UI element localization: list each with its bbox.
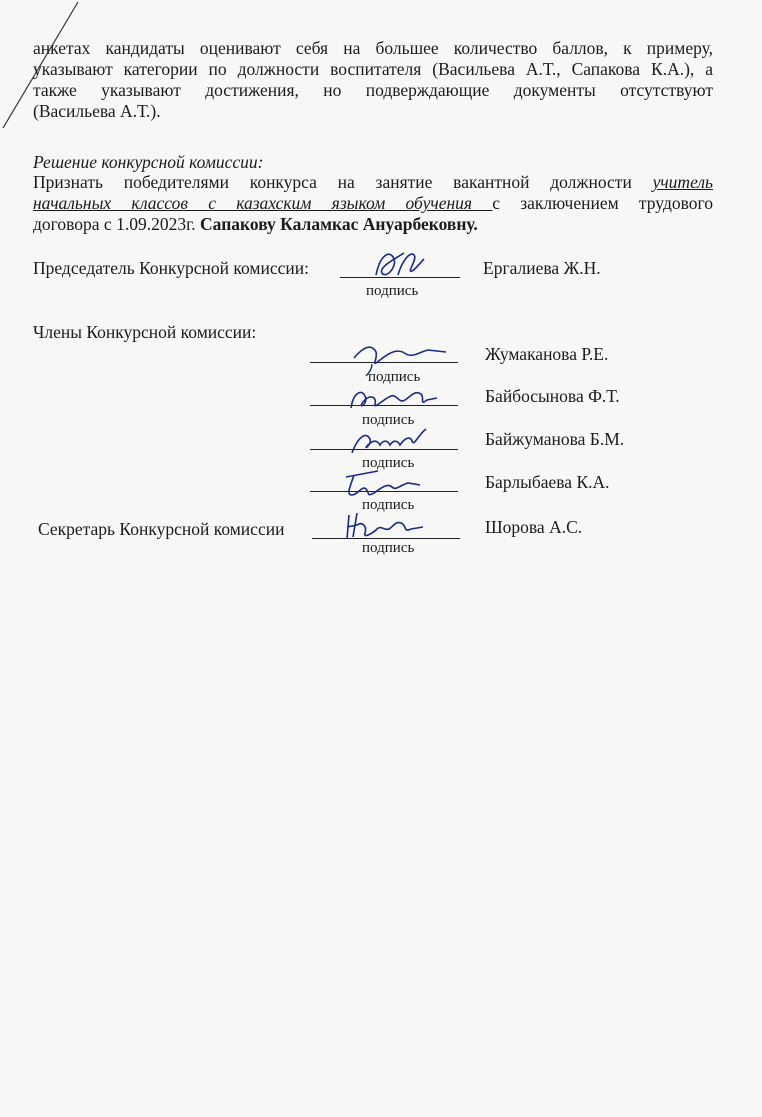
position-title-part: учитель — [652, 172, 713, 192]
sign-caption: подпись — [362, 540, 415, 556]
paragraph-line: указывают категории по должности воспитателя (Васильева А.Т., Сапакова К.А.), а — [33, 59, 713, 79]
sign-caption: подпись — [366, 283, 419, 299]
decision-line-3 — [33, 214, 713, 235]
position-title-part: начальных классов с казахским языком обучения — [33, 193, 473, 213]
sign-caption: подпись — [362, 497, 415, 513]
signature-chair — [368, 245, 428, 287]
secretary-name: Шорова А.С. — [485, 517, 583, 537]
paragraph-line: (Васильева А.Т.). — [33, 101, 161, 121]
paragraph-line: также указывают достижения, но подверждающие документы отсутствуют — [33, 80, 713, 100]
decision-line-2 — [33, 193, 713, 214]
paragraph-candidates-note — [33, 38, 713, 122]
member-name: Барлыбаева К.А. — [485, 472, 610, 492]
winner-name: Сапакову Каламкас Ануарбековну. — [200, 214, 478, 234]
decision-text: Признать победителями конкурса на занятие вакантной должности — [33, 172, 632, 192]
members-label: Члены Конкурсной комиссии: — [33, 322, 257, 342]
secretary-label: Секретарь Конкурсной комиссии — [38, 519, 285, 539]
chair-label: Председатель Конкурсной комиссии: — [33, 258, 309, 278]
decision-paragraph — [33, 172, 713, 235]
chair-name: Ергалиева Ж.Н. — [483, 258, 601, 278]
member-name: Жумаканова Р.Е. — [485, 344, 609, 364]
decision-text: договора с 1.09.2023г. — [33, 214, 196, 234]
sign-caption: подпись — [368, 369, 421, 385]
paragraph-line: анкетах кандидаты оценивают себя на большее количество баллов, к примеру, — [33, 38, 713, 58]
member-name: Байжуманова Б.М. — [485, 429, 625, 449]
sign-caption: подпись — [362, 412, 415, 428]
decision-text: с заключением трудового — [492, 193, 713, 213]
member-name: Байбосынова Ф.Т. — [485, 386, 620, 406]
decision-heading: Решение конкурсной комиссии: — [33, 152, 264, 172]
decision-line-1 — [33, 172, 713, 193]
sign-caption: подпись — [362, 455, 415, 471]
